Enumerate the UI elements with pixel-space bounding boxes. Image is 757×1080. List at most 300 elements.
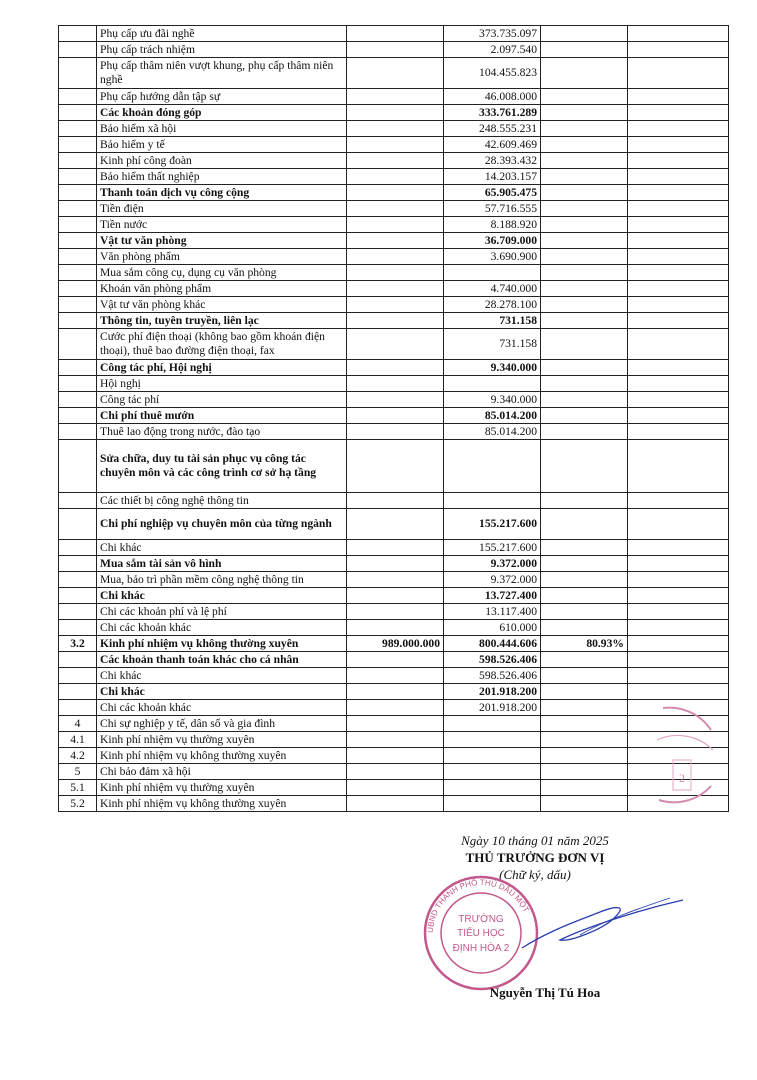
row-label: Kinh phí nhiệm vụ thường xuyên: [97, 732, 347, 748]
row-estimate: [347, 376, 444, 392]
row-label: Kinh phí nhiệm vụ không thường xuyên: [97, 796, 347, 812]
row-estimate: [347, 265, 444, 281]
row-percent: [541, 780, 628, 796]
row-percent: [541, 121, 628, 137]
handwritten-signature: [520, 890, 685, 960]
row-estimate: [347, 42, 444, 58]
row-actual: 104.455.823: [444, 58, 541, 89]
row-number: [59, 509, 97, 540]
row-number: [59, 556, 97, 572]
row-actual: [444, 748, 541, 764]
row-note: [628, 42, 729, 58]
row-estimate: [347, 169, 444, 185]
row-note: [628, 424, 729, 440]
row-number: [59, 588, 97, 604]
row-label: Bảo hiểm xã hội: [97, 121, 347, 137]
table-row: [59, 105, 729, 121]
row-number: [59, 604, 97, 620]
table-row: [59, 121, 729, 137]
row-note: [628, 169, 729, 185]
table-row: [59, 668, 729, 684]
row-number: 4.1: [59, 732, 97, 748]
row-label: Kinh phí nhiệm vụ không thường xuyên: [97, 748, 347, 764]
row-number: [59, 233, 97, 249]
row-percent: [541, 153, 628, 169]
row-percent: [541, 424, 628, 440]
row-label: Mua sắm công cụ, dụng cụ văn phòng: [97, 265, 347, 281]
row-note: [628, 297, 729, 313]
table-row: [59, 360, 729, 376]
row-label: Thông tin, tuyên truyền, liên lạc: [97, 313, 347, 329]
table-row: [59, 732, 729, 748]
row-estimate: [347, 58, 444, 89]
row-number: 3.2: [59, 636, 97, 652]
row-note: [628, 556, 729, 572]
row-label: Phụ cấp trách nhiệm: [97, 42, 347, 58]
row-label: Chi các khoản phí và lệ phí: [97, 604, 347, 620]
row-actual: 2.097.540: [444, 42, 541, 58]
row-estimate: 989.000.000: [347, 636, 444, 652]
row-estimate: [347, 620, 444, 636]
row-percent: [541, 265, 628, 281]
row-number: [59, 392, 97, 408]
row-percent: [541, 392, 628, 408]
row-number: [59, 376, 97, 392]
row-actual: 85.014.200: [444, 408, 541, 424]
row-note: [628, 121, 729, 137]
row-actual: [444, 440, 541, 493]
row-number: [59, 620, 97, 636]
row-percent: [541, 572, 628, 588]
row-label: Vật tư văn phòng: [97, 233, 347, 249]
table-row: [59, 716, 729, 732]
row-number: [59, 700, 97, 716]
row-percent: [541, 408, 628, 424]
table-row: [59, 604, 729, 620]
expense-table-body: [59, 26, 729, 812]
row-note: [628, 185, 729, 201]
svg-text:ĐỊNH HÒA 2: ĐỊNH HÒA 2: [452, 943, 510, 954]
row-note: [628, 153, 729, 169]
row-label: Kinh phí nhiệm vụ thường xuyên: [97, 780, 347, 796]
row-actual: 800.444.606: [444, 636, 541, 652]
row-number: [59, 572, 97, 588]
row-label: Hội nghị: [97, 376, 347, 392]
row-estimate: [347, 716, 444, 732]
row-number: [59, 169, 97, 185]
row-number: [59, 668, 97, 684]
row-percent: [541, 26, 628, 42]
row-number: [59, 652, 97, 668]
row-number: [59, 217, 97, 233]
table-row: [59, 153, 729, 169]
row-estimate: [347, 217, 444, 233]
row-label: Chi sự nghiệp y tế, dân số và gia đình: [97, 716, 347, 732]
table-row: [59, 249, 729, 265]
sign-title: THỦ TRƯỞNG ĐƠN VỊ: [465, 850, 605, 865]
row-number: [59, 249, 97, 265]
row-actual: 42.609.469: [444, 137, 541, 153]
table-row: [59, 796, 729, 812]
row-estimate: [347, 732, 444, 748]
row-estimate: [347, 249, 444, 265]
row-actual: 9.372.000: [444, 572, 541, 588]
row-label: Chi phí thuê mướn: [97, 408, 347, 424]
row-percent: [541, 588, 628, 604]
row-percent: [541, 89, 628, 105]
row-note: [628, 265, 729, 281]
sign-note: (Chữ ký, dấu): [499, 867, 571, 882]
row-actual: 155.217.600: [444, 540, 541, 556]
row-percent: [541, 329, 628, 360]
row-number: [59, 313, 97, 329]
row-percent: [541, 540, 628, 556]
row-number: [59, 297, 97, 313]
row-actual: 46.008.000: [444, 89, 541, 105]
row-percent: [541, 376, 628, 392]
row-actual: 373.735.097: [444, 26, 541, 42]
row-percent: [541, 137, 628, 153]
row-estimate: [347, 297, 444, 313]
row-number: [59, 684, 97, 700]
row-note: [628, 249, 729, 265]
table-row: [59, 440, 729, 493]
row-percent: [541, 556, 628, 572]
row-label: Phụ cấp ưu đãi nghề: [97, 26, 347, 42]
row-note: [628, 105, 729, 121]
row-actual: 28.393.432: [444, 153, 541, 169]
row-estimate: [347, 540, 444, 556]
row-actual: 610.000: [444, 620, 541, 636]
row-label: Mua, bảo trì phần mềm công nghệ thông tin: [97, 572, 347, 588]
row-label: Mua sắm tài sản vô hình: [97, 556, 347, 572]
row-estimate: [347, 329, 444, 360]
row-actual: 333.761.289: [444, 105, 541, 121]
row-number: [59, 540, 97, 556]
table-row: [59, 392, 729, 408]
row-percent: [541, 201, 628, 217]
table-row: [59, 297, 729, 313]
row-label: Kinh phí công đoàn: [97, 153, 347, 169]
row-estimate: [347, 392, 444, 408]
row-estimate: [347, 408, 444, 424]
row-label: Chi các khoản khác: [97, 620, 347, 636]
row-note: [628, 620, 729, 636]
row-label: Chi bảo đảm xã hội: [97, 764, 347, 780]
row-estimate: [347, 153, 444, 169]
row-label: Văn phòng phẩm: [97, 249, 347, 265]
row-note: [628, 540, 729, 556]
row-estimate: [347, 233, 444, 249]
row-actual: 598.526.406: [444, 668, 541, 684]
row-actual: 248.555.231: [444, 121, 541, 137]
row-label: Chi khác: [97, 684, 347, 700]
row-actual: 8.188.920: [444, 217, 541, 233]
row-percent: [541, 313, 628, 329]
row-label: Thuê lao động trong nước, đào tạo: [97, 424, 347, 440]
table-row: [59, 26, 729, 42]
row-percent: [541, 169, 628, 185]
row-estimate: [347, 572, 444, 588]
row-number: [59, 153, 97, 169]
table-row: [59, 540, 729, 556]
table-row: [59, 137, 729, 153]
row-estimate: [347, 137, 444, 153]
row-number: [59, 265, 97, 281]
row-percent: [541, 249, 628, 265]
row-percent: [541, 796, 628, 812]
row-estimate: [347, 424, 444, 440]
table-row: [59, 313, 729, 329]
row-actual: [444, 764, 541, 780]
table-row: [59, 764, 729, 780]
row-note: [628, 652, 729, 668]
partial-stamp: [653, 700, 715, 812]
row-actual: 598.526.406: [444, 652, 541, 668]
row-note: [628, 281, 729, 297]
row-label: Các khoản đóng góp: [97, 105, 347, 121]
row-label: Các khoản thanh toán khác cho cá nhân: [97, 652, 347, 668]
row-number: [59, 201, 97, 217]
row-label: Các thiết bị công nghệ thông tin: [97, 493, 347, 509]
row-estimate: [347, 201, 444, 217]
table-row: [59, 556, 729, 572]
row-note: [628, 604, 729, 620]
row-actual: 201.918.200: [444, 684, 541, 700]
row-estimate: [347, 440, 444, 493]
row-label: Chi khác: [97, 668, 347, 684]
expense-table: [58, 25, 729, 812]
row-note: [628, 392, 729, 408]
row-estimate: [347, 652, 444, 668]
row-number: [59, 89, 97, 105]
row-actual: [444, 716, 541, 732]
row-label: Tiền điện: [97, 201, 347, 217]
row-label: Sửa chữa, duy tu tài sản phục vụ công tác chuyên môn và các công trình cơ sở hạ tầng: [97, 440, 347, 493]
row-estimate: [347, 509, 444, 540]
row-actual: [444, 376, 541, 392]
table-row: [59, 780, 729, 796]
row-percent: [541, 668, 628, 684]
row-percent: [541, 684, 628, 700]
row-percent: [541, 217, 628, 233]
row-actual: 201.918.200: [444, 700, 541, 716]
row-label: Chi khác: [97, 540, 347, 556]
row-actual: [444, 780, 541, 796]
table-row: [59, 329, 729, 360]
table-row: [59, 169, 729, 185]
row-percent: [541, 493, 628, 509]
row-label: Cước phí điện thoại (không bao gồm khoán điện thoại), thuê bao đường điện thoại, fax: [97, 329, 347, 360]
row-label: Công tác phí: [97, 392, 347, 408]
signer-name: Nguyễn Thị Tú Hoa: [489, 985, 601, 1000]
row-estimate: [347, 360, 444, 376]
row-number: 5.1: [59, 780, 97, 796]
row-actual: 4.740.000: [444, 281, 541, 297]
svg-text:TIỂU HỌC: TIỂU HỌC: [457, 928, 505, 939]
row-label: Công tác phí, Hội nghị: [97, 360, 347, 376]
row-estimate: [347, 281, 444, 297]
row-percent: [541, 620, 628, 636]
row-actual: 28.278.100: [444, 297, 541, 313]
row-note: [628, 89, 729, 105]
row-estimate: [347, 796, 444, 812]
row-number: [59, 424, 97, 440]
row-note: [628, 217, 729, 233]
row-note: [628, 408, 729, 424]
row-percent: [541, 297, 628, 313]
row-estimate: [347, 604, 444, 620]
row-actual: 3.690.900: [444, 249, 541, 265]
row-label: Vật tư văn phòng khác: [97, 297, 347, 313]
row-actual: 9.340.000: [444, 360, 541, 376]
row-percent: [541, 716, 628, 732]
table-row: [59, 58, 729, 89]
row-label: Phụ cấp thâm niên vượt khung, phụ cấp thâm niên nghề: [97, 58, 347, 89]
table-row: [59, 493, 729, 509]
row-actual: 13.117.400: [444, 604, 541, 620]
row-label: Tiền nước: [97, 217, 347, 233]
row-note: [628, 509, 729, 540]
svg-text:TRƯỜNG: TRƯỜNG: [458, 914, 504, 925]
row-percent: [541, 58, 628, 89]
table-row: [59, 42, 729, 58]
row-label: Bảo hiểm thất nghiệp: [97, 169, 347, 185]
table-row: [59, 588, 729, 604]
table-row: [59, 748, 729, 764]
row-actual: 57.716.555: [444, 201, 541, 217]
row-estimate: [347, 493, 444, 509]
table-row: [59, 201, 729, 217]
row-note: [628, 668, 729, 684]
row-estimate: [347, 748, 444, 764]
table-row: [59, 89, 729, 105]
row-note: [628, 58, 729, 89]
row-percent: [541, 764, 628, 780]
row-percent: [541, 652, 628, 668]
row-number: [59, 105, 97, 121]
row-percent: [541, 233, 628, 249]
table-row: [59, 684, 729, 700]
row-estimate: [347, 105, 444, 121]
row-number: [59, 360, 97, 376]
row-percent: [541, 748, 628, 764]
table-row: [59, 217, 729, 233]
row-number: [59, 137, 97, 153]
table-row: [59, 185, 729, 201]
row-note: [628, 572, 729, 588]
row-estimate: [347, 684, 444, 700]
row-actual: [444, 732, 541, 748]
row-note: [628, 137, 729, 153]
row-percent: [541, 281, 628, 297]
row-estimate: [347, 26, 444, 42]
row-number: [59, 493, 97, 509]
row-number: [59, 121, 97, 137]
row-percent: [541, 360, 628, 376]
row-number: [59, 281, 97, 297]
row-note: [628, 376, 729, 392]
table-row: [59, 572, 729, 588]
row-number: [59, 329, 97, 360]
row-label: Phụ cấp hướng dẫn tập sự: [97, 89, 347, 105]
table-row: [59, 408, 729, 424]
row-note: [628, 636, 729, 652]
row-note: [628, 684, 729, 700]
row-actual: 155.217.600: [444, 509, 541, 540]
row-label: Bảo hiểm y tế: [97, 137, 347, 153]
table-row: [59, 700, 729, 716]
row-label: Chi khác: [97, 588, 347, 604]
row-label: Chi phí nghiệp vụ chuyên môn của từng ngành: [97, 509, 347, 540]
row-actual: [444, 796, 541, 812]
row-percent: [541, 700, 628, 716]
row-note: [628, 440, 729, 493]
table-row: [59, 281, 729, 297]
row-note: [628, 26, 729, 42]
row-number: [59, 26, 97, 42]
row-number: [59, 440, 97, 493]
row-estimate: [347, 668, 444, 684]
row-number: [59, 42, 97, 58]
row-actual: 85.014.200: [444, 424, 541, 440]
row-note: [628, 313, 729, 329]
row-percent: [541, 105, 628, 121]
svg-text:2: 2: [679, 771, 685, 785]
row-note: [628, 201, 729, 217]
row-actual: 36.709.000: [444, 233, 541, 249]
row-actual: 9.372.000: [444, 556, 541, 572]
row-estimate: [347, 89, 444, 105]
row-estimate: [347, 780, 444, 796]
table-row: [59, 636, 729, 652]
row-label: Thanh toán dịch vụ công cộng: [97, 185, 347, 201]
row-estimate: [347, 588, 444, 604]
row-number: [59, 408, 97, 424]
row-number: 4: [59, 716, 97, 732]
row-actual: 9.340.000: [444, 392, 541, 408]
row-percent: [541, 185, 628, 201]
row-label: Chi các khoản khác: [97, 700, 347, 716]
row-number: [59, 58, 97, 89]
row-actual: 65.905.475: [444, 185, 541, 201]
row-note: [628, 360, 729, 376]
row-estimate: [347, 700, 444, 716]
table-row: [59, 424, 729, 440]
table-row: [59, 376, 729, 392]
row-actual: [444, 265, 541, 281]
row-actual: 14.203.157: [444, 169, 541, 185]
table-row: [59, 620, 729, 636]
table-row: [59, 265, 729, 281]
row-note: [628, 588, 729, 604]
row-percent: [541, 509, 628, 540]
row-label: Khoán văn phòng phẩm: [97, 281, 347, 297]
row-estimate: [347, 764, 444, 780]
row-estimate: [347, 556, 444, 572]
row-note: [628, 329, 729, 360]
row-actual: 13.727.400: [444, 588, 541, 604]
row-percent: [541, 732, 628, 748]
row-percent: [541, 604, 628, 620]
row-label: Kinh phí nhiệm vụ không thường xuyên: [97, 636, 347, 652]
row-percent: [541, 42, 628, 58]
row-estimate: [347, 185, 444, 201]
row-estimate: [347, 313, 444, 329]
row-number: 5.2: [59, 796, 97, 812]
table-row: [59, 652, 729, 668]
row-actual: 731.158: [444, 329, 541, 360]
